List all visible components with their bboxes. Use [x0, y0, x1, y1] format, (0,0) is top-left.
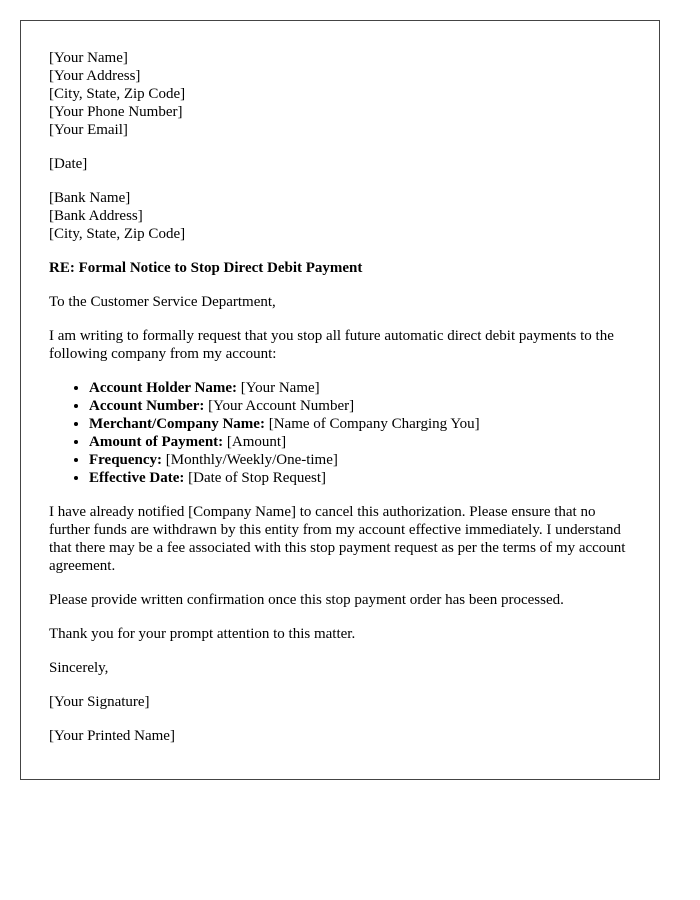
detail-value: [Your Account Number]: [204, 398, 355, 414]
detail-label: Account Number:: [89, 398, 205, 414]
printed-name-line: [Your Printed Name]: [49, 728, 175, 744]
sender-address: [Your Address]: [49, 68, 141, 84]
closing: Sincerely,: [49, 660, 109, 676]
sender-city-state-zip: [City, State, Zip Code]: [49, 86, 186, 102]
bank-city-state-zip: [City, State, Zip Code]: [49, 226, 186, 242]
detail-label: Account Holder Name:: [89, 380, 238, 396]
sender-name: [Your Name]: [49, 50, 128, 66]
confirmation-paragraph: Please provide written confirmation once this stop payment order has been processed.: [49, 592, 564, 608]
bank-name: [Bank Name]: [49, 190, 131, 206]
intro-paragraph: I am writing to formally request that you stop all future automatic direct debit payments to the following company from my account:: [49, 328, 614, 362]
detail-label: Effective Date:: [89, 470, 185, 486]
body-paragraph: I have already notified [Company Name] to cancel this authorization. Please ensure that no further funds are withdrawn by this entity from my account effective immediately. I understand that there may be a fee associated with this stop payment request as per the terms of my account agreement.: [49, 504, 626, 574]
detail-value: [Date of Stop Request]: [184, 470, 327, 486]
recipient-address-block: [49, 189, 631, 243]
list-item: [89, 397, 631, 415]
sender-phone: [Your Phone Number]: [49, 104, 183, 120]
subject-line: RE: Formal Notice to Stop Direct Debit Payment: [49, 260, 363, 276]
list-item: [89, 415, 631, 433]
salutation: To the Customer Service Department,: [49, 294, 276, 310]
letter-page: [20, 20, 660, 780]
detail-label: Amount of Payment:: [89, 434, 224, 450]
thanks-paragraph: Thank you for your prompt attention to this matter.: [49, 626, 356, 642]
detail-label: Frequency:: [89, 452, 163, 468]
detail-label: Merchant/Company Name:: [89, 416, 265, 432]
list-item: [89, 451, 631, 469]
date-line: [Date]: [49, 156, 88, 172]
list-item: [89, 433, 631, 451]
detail-value: [Name of Company Charging You]: [264, 416, 480, 432]
list-item: [89, 469, 631, 487]
signature-line: [Your Signature]: [49, 694, 150, 710]
bank-address: [Bank Address]: [49, 208, 143, 224]
detail-value: [Monthly/Weekly/One-time]: [162, 452, 338, 468]
sender-address-block: [49, 49, 631, 139]
payment-details-list: [49, 379, 631, 487]
detail-value: [Your Name]: [237, 380, 320, 396]
sender-email: [Your Email]: [49, 122, 128, 138]
list-item: [89, 379, 631, 397]
detail-value: [Amount]: [223, 434, 287, 450]
